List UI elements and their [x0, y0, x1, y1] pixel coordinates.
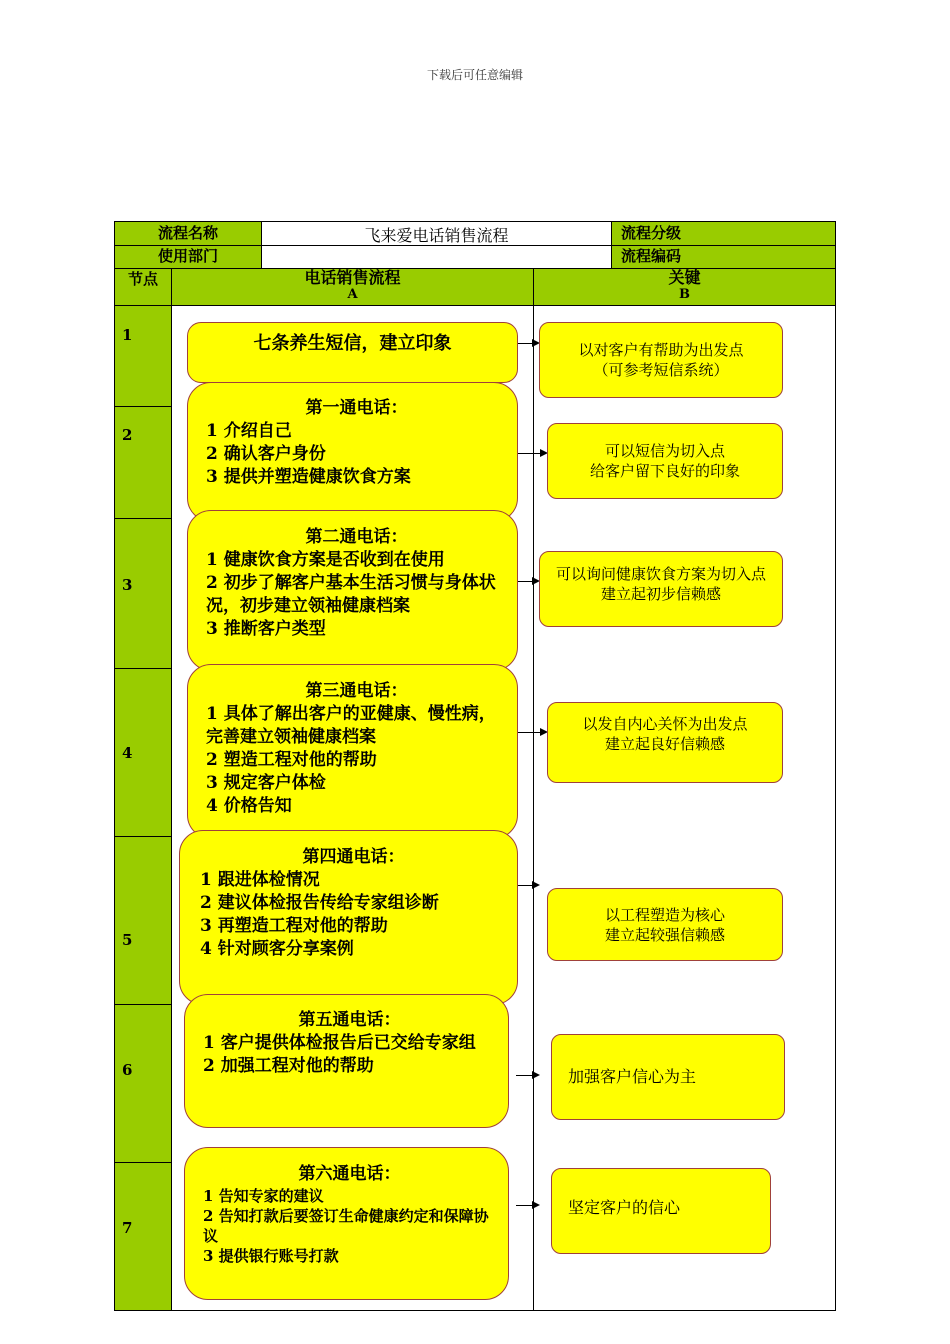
step-line: 1 介绍自己	[206, 421, 292, 441]
key-box-4	[547, 702, 783, 783]
arrow-6	[516, 1075, 538, 1076]
step-line: 2 告知打款后要签订生命健康约定和保障协议	[203, 1207, 489, 1245]
process-code-cell	[611, 245, 836, 269]
step-line: 3 提供银行账号打款	[203, 1247, 339, 1265]
step-line: 3 推断客户类型	[206, 619, 326, 639]
key-line: 建立起良好信赖感	[604, 734, 725, 753]
process-name-value: 飞来爱电话销售流程	[364, 226, 509, 245]
arrow-3	[518, 581, 538, 582]
step-line: 2 初步了解客户基本生活习惯与身体状况，初步建立领袖健康档案	[206, 573, 496, 616]
key-line: 给客户留下良好的印象	[589, 462, 740, 480]
arrow-1	[518, 343, 538, 344]
key-line: （可参考短信系统）	[593, 361, 729, 379]
col-b-letter: B	[679, 287, 690, 302]
step-box-7	[184, 1147, 509, 1300]
step-title-7: 第六通电话：	[298, 1164, 401, 1184]
node-number-5: 5	[122, 931, 133, 949]
arrow-4	[518, 732, 546, 733]
arrow-2	[518, 453, 546, 454]
step-title-4: 第三通电话：	[305, 681, 408, 701]
key-box-5	[547, 888, 783, 961]
node-number-3: 3	[122, 576, 133, 594]
key-box-2	[547, 423, 783, 499]
step-title-2: 第一通电话：	[305, 398, 408, 418]
node-number-7: 7	[122, 1219, 133, 1237]
step-box-6	[184, 994, 509, 1128]
key-line: 加强客户信心为主	[568, 1067, 697, 1086]
col-a-header-cell	[171, 268, 534, 306]
key-box-1	[539, 322, 783, 398]
step-box-5	[179, 830, 518, 1005]
step-line: 4 针对顾客分享案例	[200, 939, 354, 959]
step-title-1: 七条养生短信，建立印象	[253, 333, 452, 354]
key-box-3	[539, 551, 783, 627]
step-line: 1 跟进体检情况	[200, 870, 320, 890]
node-cell-1	[114, 305, 172, 407]
node-header-label: 节点	[127, 270, 158, 288]
step-title-3: 第二通电话：	[305, 527, 408, 547]
node-cell-2	[114, 406, 172, 519]
process-level-cell	[611, 221, 836, 246]
key-line: 以对客户有帮助为出发点	[578, 341, 744, 359]
department-label-cell	[114, 245, 262, 269]
col-b-header-cell	[533, 268, 836, 306]
node-number-2: 2	[122, 426, 133, 444]
process-level-label: 流程分级	[621, 224, 682, 242]
key-line: 以工程塑造为核心	[604, 905, 725, 924]
key-box-6	[551, 1034, 785, 1120]
page-note: 下载后可任意编辑	[426, 68, 523, 82]
step-box-3	[187, 510, 518, 671]
step-box-2	[187, 382, 518, 522]
node-number-4: 4	[122, 744, 133, 762]
node-number-1: 1	[122, 326, 133, 344]
step-line: 2 确认客户身份	[206, 444, 326, 464]
key-line: 可以询问健康饮食方案为切入点建立起初步信赖感	[555, 565, 766, 603]
key-line: 坚定客户的信心	[568, 1198, 681, 1217]
step-line: 1 健康饮食方案是否收到在使用	[206, 550, 445, 570]
step-box-4	[187, 664, 518, 839]
key-line: 建立起较强信赖感	[604, 925, 725, 944]
step-line: 3 规定客户体检	[206, 773, 326, 793]
step-line: 1 具体了解出客户的亚健康、慢性病，完善建立领袖健康档案	[206, 704, 496, 747]
arrow-5	[518, 885, 538, 886]
node-cell-5	[114, 836, 172, 1005]
key-box-7	[551, 1168, 771, 1254]
department-value-cell	[261, 245, 612, 269]
step-title-6: 第五通电话：	[298, 1010, 401, 1030]
department-label: 使用部门	[157, 247, 218, 265]
arrow-7	[516, 1205, 538, 1206]
col-b-title: 关键	[668, 268, 701, 287]
step-box-1	[187, 322, 518, 383]
node-cell-6	[114, 1004, 172, 1163]
node-header-cell	[114, 268, 172, 306]
step-line: 3 再塑造工程对他的帮助	[200, 916, 388, 936]
process-name-label: 流程名称	[157, 224, 218, 242]
step-line: 1 客户提供体检报告后已交给专家组	[203, 1033, 476, 1053]
step-line: 3 提供并塑造健康饮食方案	[206, 467, 411, 487]
process-name-value-cell	[261, 221, 612, 246]
step-line: 4 价格告知	[206, 796, 292, 816]
col-a-letter: A	[347, 287, 358, 302]
col-a-title: 电话销售流程	[304, 268, 401, 287]
step-line: 2 塑造工程对他的帮助	[206, 750, 377, 770]
node-number-6: 6	[122, 1061, 133, 1079]
step-line: 2 建议体检报告传给专家组诊断	[200, 893, 439, 913]
process-code-label: 流程编码	[621, 247, 682, 265]
step-line: 2 加强工程对他的帮助	[203, 1056, 374, 1076]
step-title-5: 第四通电话：	[302, 847, 405, 867]
step-line: 1 告知专家的建议	[203, 1187, 324, 1205]
key-line: 可以短信为切入点	[604, 442, 725, 460]
key-line: 以发自内心关怀为出发点	[582, 714, 748, 733]
process-name-label-cell	[114, 221, 262, 246]
